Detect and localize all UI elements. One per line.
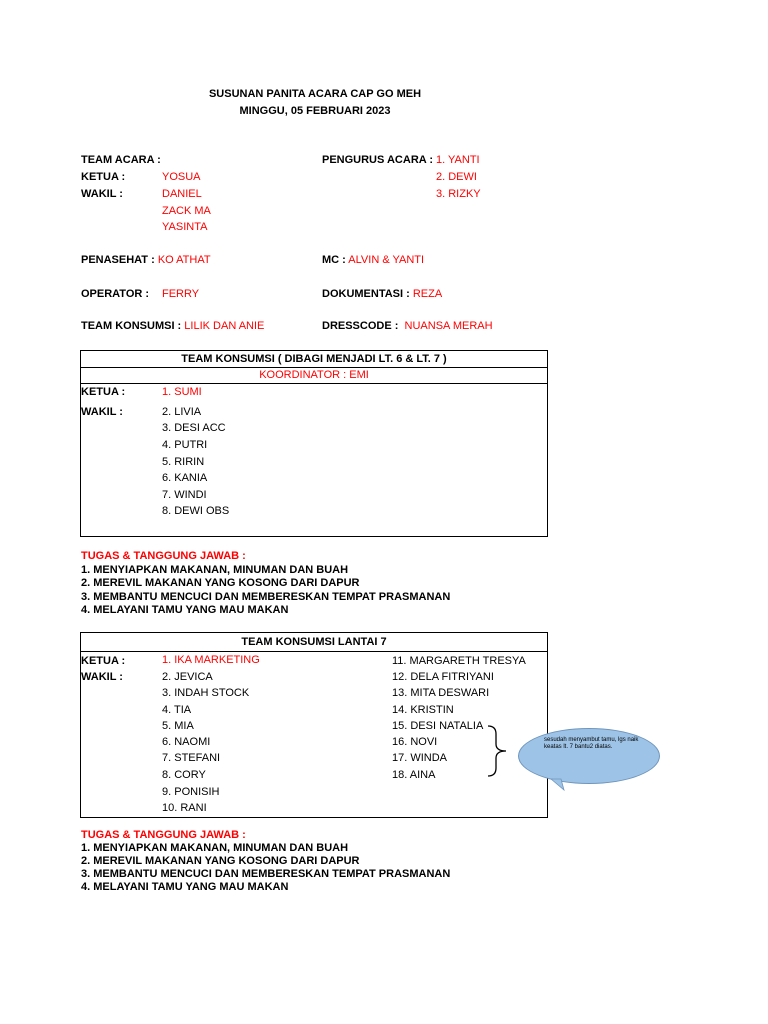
mc-label: MC : — [322, 254, 346, 266]
duties2-heading: TUGAS & TANGGUNG JAWAB : — [81, 829, 246, 841]
pengurus-value-1: 1. YANTI — [436, 154, 480, 166]
operator-label: OPERATOR : — [81, 288, 150, 300]
team-konsumsi-value: LILIK DAN ANIE — [184, 320, 265, 332]
duties2-item: 3. MEMBANTU MENCUCI DAN MEMBERESKAN TEMPAT PRASMANAN — [81, 868, 451, 880]
table1-koordinator: KOORDINATOR : EMI — [259, 369, 369, 381]
table2-left-member: 7. STEFANI — [162, 752, 221, 764]
penasehat-label: PENASEHAT : — [81, 254, 155, 266]
table1-title: TEAM KONSUMSI ( DIBAGI MENJADI LT. 6 & LT. 7 ) — [181, 353, 447, 365]
table2-title: TEAM KONSUMSI LANTAI 7 — [241, 636, 387, 648]
pengurus-value-3: 3. RIZKY — [436, 188, 481, 200]
table1-member: 5. RIRIN — [162, 456, 205, 468]
callout-tail-icon — [548, 778, 568, 792]
wakil-value-3: YASINTA — [162, 221, 208, 233]
dokumentasi-label: DOKUMENTASI : — [322, 288, 410, 300]
ketua-value: YOSUA — [162, 171, 201, 183]
mc-row — [322, 253, 424, 267]
document-title: SUSUNAN PANITA ACARA CAP GO MEH — [208, 88, 422, 100]
pengurus-label: PENGURUS ACARA : — [322, 154, 434, 166]
team-konsumsi-label: TEAM KONSUMSI : — [81, 320, 182, 332]
table2-left-member: 2. JEVICA — [162, 671, 213, 683]
table1-member: 7. WINDI — [162, 489, 207, 501]
duties1-heading: TUGAS & TANGGUNG JAWAB : — [81, 550, 246, 562]
table2-right-member: 12. DELA FITRIYANI — [392, 671, 494, 683]
table1-ketua-label: KETUA : — [81, 386, 126, 398]
duties1-item: 1. MENYIAPKAN MAKANAN, MINUMAN DAN BUAH — [81, 564, 349, 576]
table2-left-member: 5. MIA — [162, 720, 194, 732]
wakil-value-2: ZACK MA — [162, 205, 211, 217]
dresscode-label: DRESSCODE : — [322, 320, 399, 332]
dresscode-value: NUANSA MERAH — [404, 320, 493, 332]
table2-left-member: 3. INDAH STOCK — [162, 687, 250, 699]
table1-member: 6. KANIA — [162, 472, 208, 484]
table1-member: 2. LIVIA — [162, 406, 202, 418]
table2-right-member: 17. WINDA — [392, 752, 448, 764]
duties1-item: 2. MEREVIL MAKANAN YANG KOSONG DARI DAPUR — [81, 577, 360, 589]
table1-member: 8. DEWI OBS — [162, 505, 230, 517]
table2-left-member: 10. RANI — [162, 802, 207, 814]
table2-right-member: 15. DESI NATALIA — [392, 720, 484, 732]
team-konsumsi-row — [81, 319, 264, 333]
table2-left-member: 8. CORY — [162, 769, 206, 781]
table2-ketua-label: KETUA : — [81, 655, 126, 667]
dresscode-row — [322, 319, 493, 333]
wakil-value-1: DANIEL — [162, 188, 202, 200]
dokumentasi-row — [322, 287, 442, 301]
table2-right-member: 18. AINA — [392, 769, 436, 781]
ketua-label: KETUA : — [81, 171, 126, 183]
table2-right-member: 14. KRISTIN — [392, 704, 454, 716]
duties1-item: 4. MELAYANI TAMU YANG MAU MAKAN — [81, 604, 289, 616]
table1-member: 3. DESI ACC — [162, 422, 226, 434]
wakil-label: WAKIL : — [81, 188, 123, 200]
table2-left-member: 6. NAOMI — [162, 736, 211, 748]
table1-member: 4. PUTRI — [162, 439, 208, 451]
callout-note: sesudah menyambut tamu, lgs naik keatas lt. 7 bantu2 diatas. — [544, 737, 639, 750]
table1-ketua-value: 1. SUMI — [162, 386, 202, 398]
table1-wakil-label: WAKIL : — [81, 406, 123, 418]
table2-divider — [80, 651, 548, 652]
duties1-item: 3. MEMBANTU MENCUCI DAN MEMBERESKAN TEMPAT PRASMANAN — [81, 591, 451, 603]
table2-right-member: 13. MITA DESWARI — [392, 687, 490, 699]
table2-right-member: 11. MARGARETH TRESYA — [392, 655, 526, 667]
duties2-item: 1. MENYIAPKAN MAKANAN, MINUMAN DAN BUAH — [81, 842, 349, 854]
dokumentasi-value: REZA — [412, 288, 443, 300]
table1-divider-2 — [80, 383, 548, 384]
duties2-item: 4. MELAYANI TAMU YANG MAU MAKAN — [81, 881, 289, 893]
penasehat-row — [81, 253, 211, 267]
document-date: MINGGU, 05 FEBRUARI 2023 — [239, 105, 391, 117]
table2-right-member: 16. NOVI — [392, 736, 438, 748]
duties2-item: 2. MEREVIL MAKANAN YANG KOSONG DARI DAPUR — [81, 855, 360, 867]
table2-wakil-label: WAKIL : — [81, 671, 123, 683]
team-acara-label: TEAM ACARA : — [81, 154, 161, 166]
table2-left-member: 9. PONISIH — [162, 786, 220, 798]
penasehat-value: KO ATHAT — [157, 254, 211, 266]
table2-ketua-value: 1. IKA MARKETING — [162, 654, 260, 666]
mc-value: ALVIN & YANTI — [348, 254, 425, 266]
curly-brace-icon — [484, 722, 512, 780]
pengurus-value-2: 2. DEWI — [436, 171, 477, 183]
operator-value: FERRY — [162, 288, 200, 300]
table2-left-member: 4. TIA — [162, 704, 192, 716]
